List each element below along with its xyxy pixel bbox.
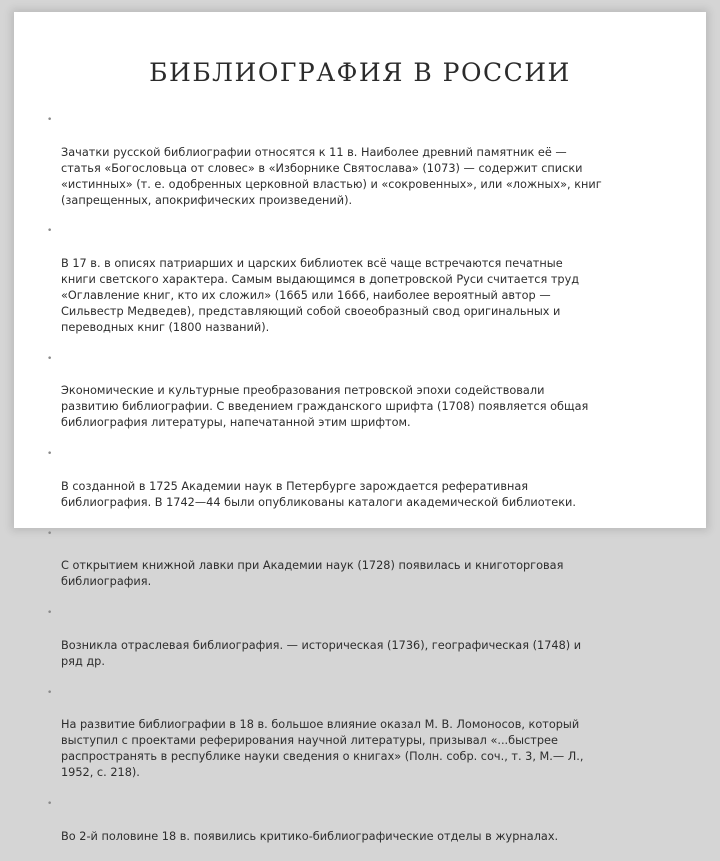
bullet-icon: • — [47, 798, 53, 809]
bullet-icon: • — [47, 115, 53, 125]
bullet-icon: • — [47, 528, 53, 539]
list-item — [47, 224, 699, 351]
list-item — [47, 686, 699, 797]
list-item — [47, 352, 699, 447]
bullet-icon: • — [47, 608, 53, 619]
bullet-text: В 17 в. в описях патриарших и царских библиотек всё чаще встречаются печатные книги светского характера. Самым выдающимся в допетровской Руси считается труд «Оглавление книг, кто их сложил» (1665 или 1666, наиболее вероятный автор — Сильвестр Медведев), представляющий собой своеобразный свод оригинальных и переводных книг (1800 названий). — [61, 257, 580, 334]
list-item — [47, 797, 699, 861]
bullet-icon: • — [47, 353, 53, 364]
bullet-icon: • — [47, 687, 53, 698]
bullet-text: Экономические и культурные преобразования петровской эпохи содействовали развитию библиографии. С введением гражданского шрифта (1708) появляется общая библиография литературы, напечатанной этим шрифтом. — [61, 384, 589, 430]
bullet-text: Во 2-й половине 18 в. появились критико-библиографические отделы в журналах. — [61, 829, 559, 843]
bullet-text: В созданной в 1725 Академии наук в Петербурге зарождается реферативная библиография. В 1742—44 были опубликованы каталоги академической библиотеки. — [61, 479, 576, 509]
slide — [14, 12, 706, 843]
list-item — [47, 527, 699, 607]
bullet-text: На развитие библиографии в 18 в. большое влияние оказал М. В. Ломоносов, который выступил с проектами реферирования научной литературы, призывал «...быстрее распространять в республике науки сведения о книгах» (Полн. собр. соч., т. 3, М.— Л., 1952, с. 218). — [61, 718, 584, 780]
list-item — [47, 447, 699, 527]
list-item — [47, 606, 699, 686]
bullet-list — [47, 113, 699, 861]
bullet-icon: • — [47, 226, 53, 237]
bullet-text: С открытием книжной лавки при Академии наук (1728) появилась и книготорговая библиография. — [61, 559, 564, 589]
bullet-icon: • — [47, 449, 53, 460]
bullet-text: Возникла отраслевая библиография. — историческая (1736), географическая (1748) и ряд др. — [61, 638, 582, 668]
list-item — [47, 113, 699, 224]
slide-title: БИБЛИОГРАФИЯ В РОССИИ — [149, 58, 571, 87]
bullet-text: Зачатки русской библиографии относятся к 11 в. Наиболее древний памятник её — статья «Богословьца от словес» в «Изборнике Святослава» (1073) — содержит списки «истинных» (т. е. одобренных церковной властью) и «сокровенных», или «ложных», книг (запрещенных, апокрифических произведений). — [61, 145, 602, 207]
